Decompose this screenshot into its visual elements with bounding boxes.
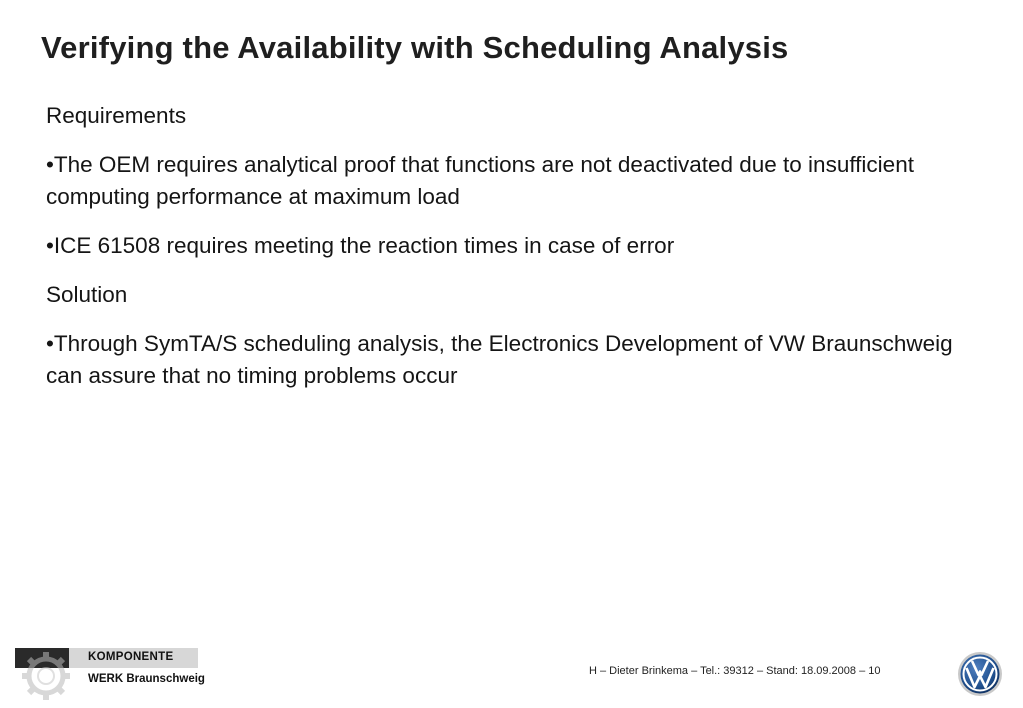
- vw-logo-icon: [957, 651, 1003, 697]
- bullet-symtas-solution: •Through SymTA/S scheduling analysis, the Electronics Development of VW Braunschweig can assure that no timing problems occur: [46, 331, 953, 388]
- content-body: [46, 100, 966, 409]
- footer-contact: H – Dieter Brinkema – Tel.: 39312 – Stand: 18.09.2008 – 10: [589, 665, 881, 677]
- section-heading-requirements: Requirements: [46, 103, 187, 128]
- bullet-ice-requirement: •ICE 61508 requires meeting the reaction times in case of error: [46, 233, 675, 258]
- werk-label: WERK Braunschweig: [88, 673, 205, 685]
- gear-icon: [15, 646, 75, 702]
- komponente-label: KOMPONENTE: [88, 651, 174, 663]
- section-heading-solution: Solution: [46, 282, 128, 307]
- bullet-oem-requirement: •The OEM requires analytical proof that functions are not deactivated due to insufficient computing performance at maximum load: [46, 152, 914, 209]
- slide-title: Verifying the Availability with Scheduling Analysis: [41, 30, 789, 65]
- komponente-logo: [15, 646, 215, 702]
